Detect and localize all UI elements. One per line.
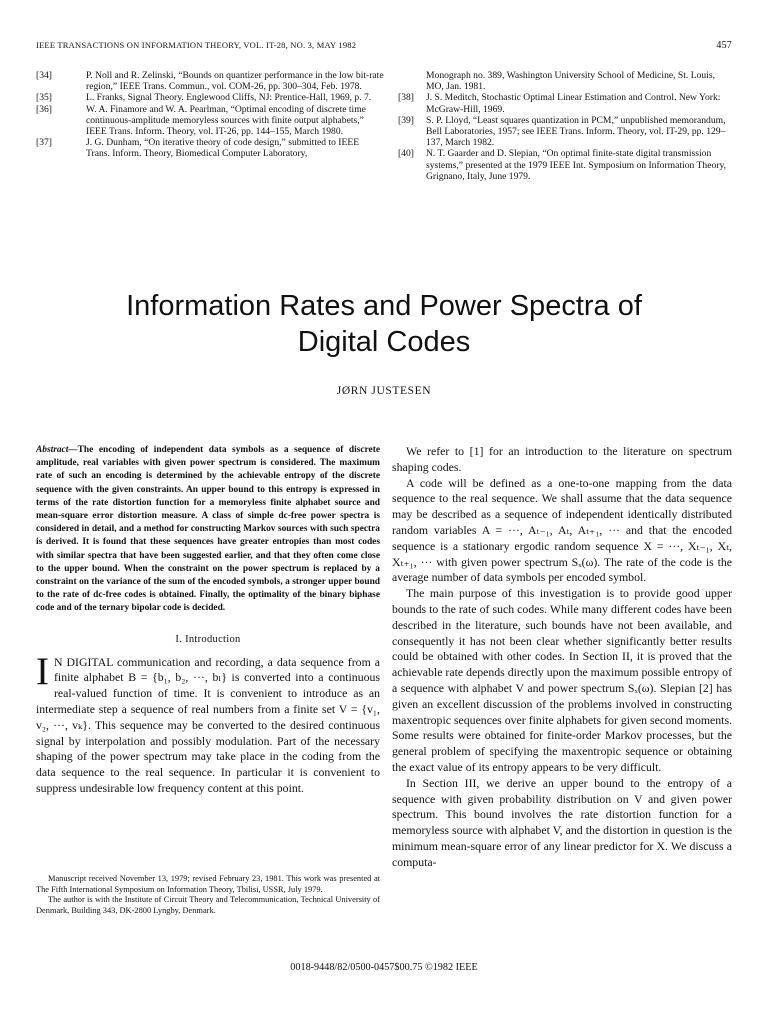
page-number: 457 (716, 40, 732, 51)
drop-cap: I (36, 649, 49, 693)
abstract-label: Abstract— (36, 445, 78, 455)
paragraph: The main purpose of this investigation is to provide good upper bounds to the rate of such codes. While many different codes have been described in the literature, such bounds have not been available, and consequently it has not been clear whether significantly better results could be obtained with other codes. In Section II, it is proved that the achievable rate depends directly upon the maximum possible entropy of a sequence with alphabet V and power spectrum Sₓ(ω). Slepian [2] has given an excellent discussion of the problems involved in constructing maxentropic sequences over finite alphabets for given second moments. Some results were obtained for finite-order Markov processes, but the general problem of specifying the maxentropic sequence or obtaining the exact value of its entropy appears to be very difficult. (392, 586, 732, 774)
paper-title (60, 288, 708, 360)
reference-text: L. Franks, Signal Theory. Englewood Cliffs, NJ: Prentice-Hall, 1969, p. 7. (86, 92, 372, 104)
reference-entry (398, 148, 732, 182)
reference-entry (36, 104, 384, 138)
paragraph-text: N DIGITAL communication and recording, a data sequence from a finite alphabet B = {b₁, b₂, ···, bₗ} is converted into a continuous real-valued function of time. It is convenient to introduce as an intermediate step a sequence of real numbers from a finite set V = {v₁, v₂, ···, vₖ}. This sequence may be converted to the desired continuous signal by interpolation and possibly modulation. Part of the necessary shaping of the power spectrum may take place in the coding from the data sequence to the real sequence. In particular it is convenient to suppress undesirable low frequency content at this point. (36, 654, 380, 796)
reference-number: [36] (36, 103, 52, 115)
reference-entry (36, 137, 384, 159)
reference-entry (398, 70, 732, 92)
footnote (36, 874, 380, 916)
title-line: Digital Codes (297, 326, 471, 358)
paragraph: In Section III, we derive an upper bound to the entropy of a sequence with given probability distribution on V and given power spectrum. This bound involves the rate distortion function for a memoryless source with alphabet V, and the distortion in question is the minimum mean-square error of any linear predictor for X. We discuss a computa- (392, 775, 732, 869)
reference-entry (398, 92, 732, 114)
abstract-text: The encoding of independent data symbols as a sequence of discrete amplitude, real variables with given power spectrum is considered. The maximum rate of such an encoding is determined by the achievable entropy of the discrete sequence with the given constraints. An upper bound to this entropy is expressed in terms of the rate distortion function for a memoryless finite alphabet source and mean-square error distortion measure. A class of simple dc-free power spectra is considered in detail, and a method for constructing Markov sources with such spectra is derived. It is found that these sequences have greater entropies than most codes with similar spectra that have been suggested earlier, and that they often come close to the upper bound. When the constraint on the power spectrum is replaced by a constraint on the variance of the sum of the encoded symbols, a stronger upper bound to the rate of dc-free codes is obtained. Finally, the optimality of the binary biphase code and of the ternary bipolar code is decided. (36, 445, 380, 614)
introduction-text (36, 649, 380, 797)
reference-text: N. T. Gaarder and D. Slepian, “On optimal finite-state digital transmission systems,” presented at the 1979 IEEE Int. Symposium on Information Theory, Grignano, Italy, June 1979. (426, 148, 727, 182)
reference-text: Monograph no. 389, Washington University School of Medicine, St. Louis, MO, Jan. 1981. (426, 70, 715, 93)
reference-number: [37] (36, 137, 52, 149)
paragraph: We refer to [1] for an introduction to the literature on spectrum shaping codes. (392, 444, 732, 474)
reference-number: [34] (36, 70, 52, 81)
reference-text: J. G. Dunham, “On iterative theory of code design,” submitted to IEEE Trans. Inform. Theory, Biomedical Computer Laboratory, (86, 137, 360, 160)
copyright-line: 0018-9448/82/0500-0457$00.75 ©1982 IEEE (290, 962, 478, 973)
reference-number: [35] (36, 92, 52, 104)
reference-number: [38] (398, 92, 414, 104)
abstract (36, 444, 380, 616)
paragraph: A code will be defined as a one-to-one mapping from the data sequence to the real sequence. We shall assume that the data sequence may be described as a sequence of independent identically distributed random variables A = ···, Aₜ₋₁, Aₜ, Aₜ₊₁, ··· and that the encoded sequence is a stationary ergodic random sequence X = ···, Xₜ₋₁, Xₜ, Xₜ₊₁, ··· with given power spectrum Sₓ(ω). The rate of the code is the average number of data symbols per encoded symbol. (392, 475, 732, 585)
left-column (36, 444, 380, 797)
reference-text: J. S. Meditch, Stochastic Optimal Linear Estimation and Control. New York: McGraw-Hill, 1969. (426, 92, 721, 115)
footnote-paragraph: The author is with the Institute of Circuit Theory and Telecommunication, Technical University of Denmark, Building 343, DK-2800 Lyngby, Denmark. (36, 895, 380, 915)
reference-text: P. Noll and R. Zelinski, “Bounds on quantizer performance in the low bit-rate region,” IEEE Trans. Commun., vol. COM-26, pp. 300–304, Feb. 1978. (86, 70, 384, 93)
references-right-column (398, 70, 732, 182)
reference-number: [39] (398, 114, 414, 126)
title-line: Information Rates and Power Spectra of (126, 290, 642, 322)
references-left-column (36, 70, 384, 160)
journal-header: IEEE TRANSACTIONS ON INFORMATION THEORY, VOL. IT-28, NO. 3, MAY 1982 (36, 40, 357, 50)
footnote-paragraph: Manuscript received November 13, 1979; revised February 23, 1981. This work was presented at The Fifth International Symposium on Information Theory, Tbilisi, USSR, July 1979. (36, 874, 380, 894)
paragraph (36, 649, 380, 797)
reference-entry (398, 115, 732, 149)
right-column (392, 444, 732, 871)
section-heading: I. Introduction (175, 633, 241, 645)
reference-entry (36, 92, 384, 103)
reference-text: S. P. Lloyd, “Least squares quantization in PCM,” unpublished memorandum, Bell Laboratories, 1957; see IEEE Trans. Inform. Theory, vol. IT-29, pp. 129–137, March 1982. (426, 114, 726, 149)
author-name: JØRN JUSTESEN (336, 385, 432, 397)
reference-number: [40] (398, 148, 414, 160)
reference-text: W. A. Finamore and W. A. Pearlman, “Optimal encoding of discrete time continuous-amplitude memoryless sources with finite output alphabets,” IEEE Trans. Inform. Theory, vol. IT-26, pp. 144–155, March 1980. (86, 103, 366, 138)
reference-entry (36, 70, 384, 92)
